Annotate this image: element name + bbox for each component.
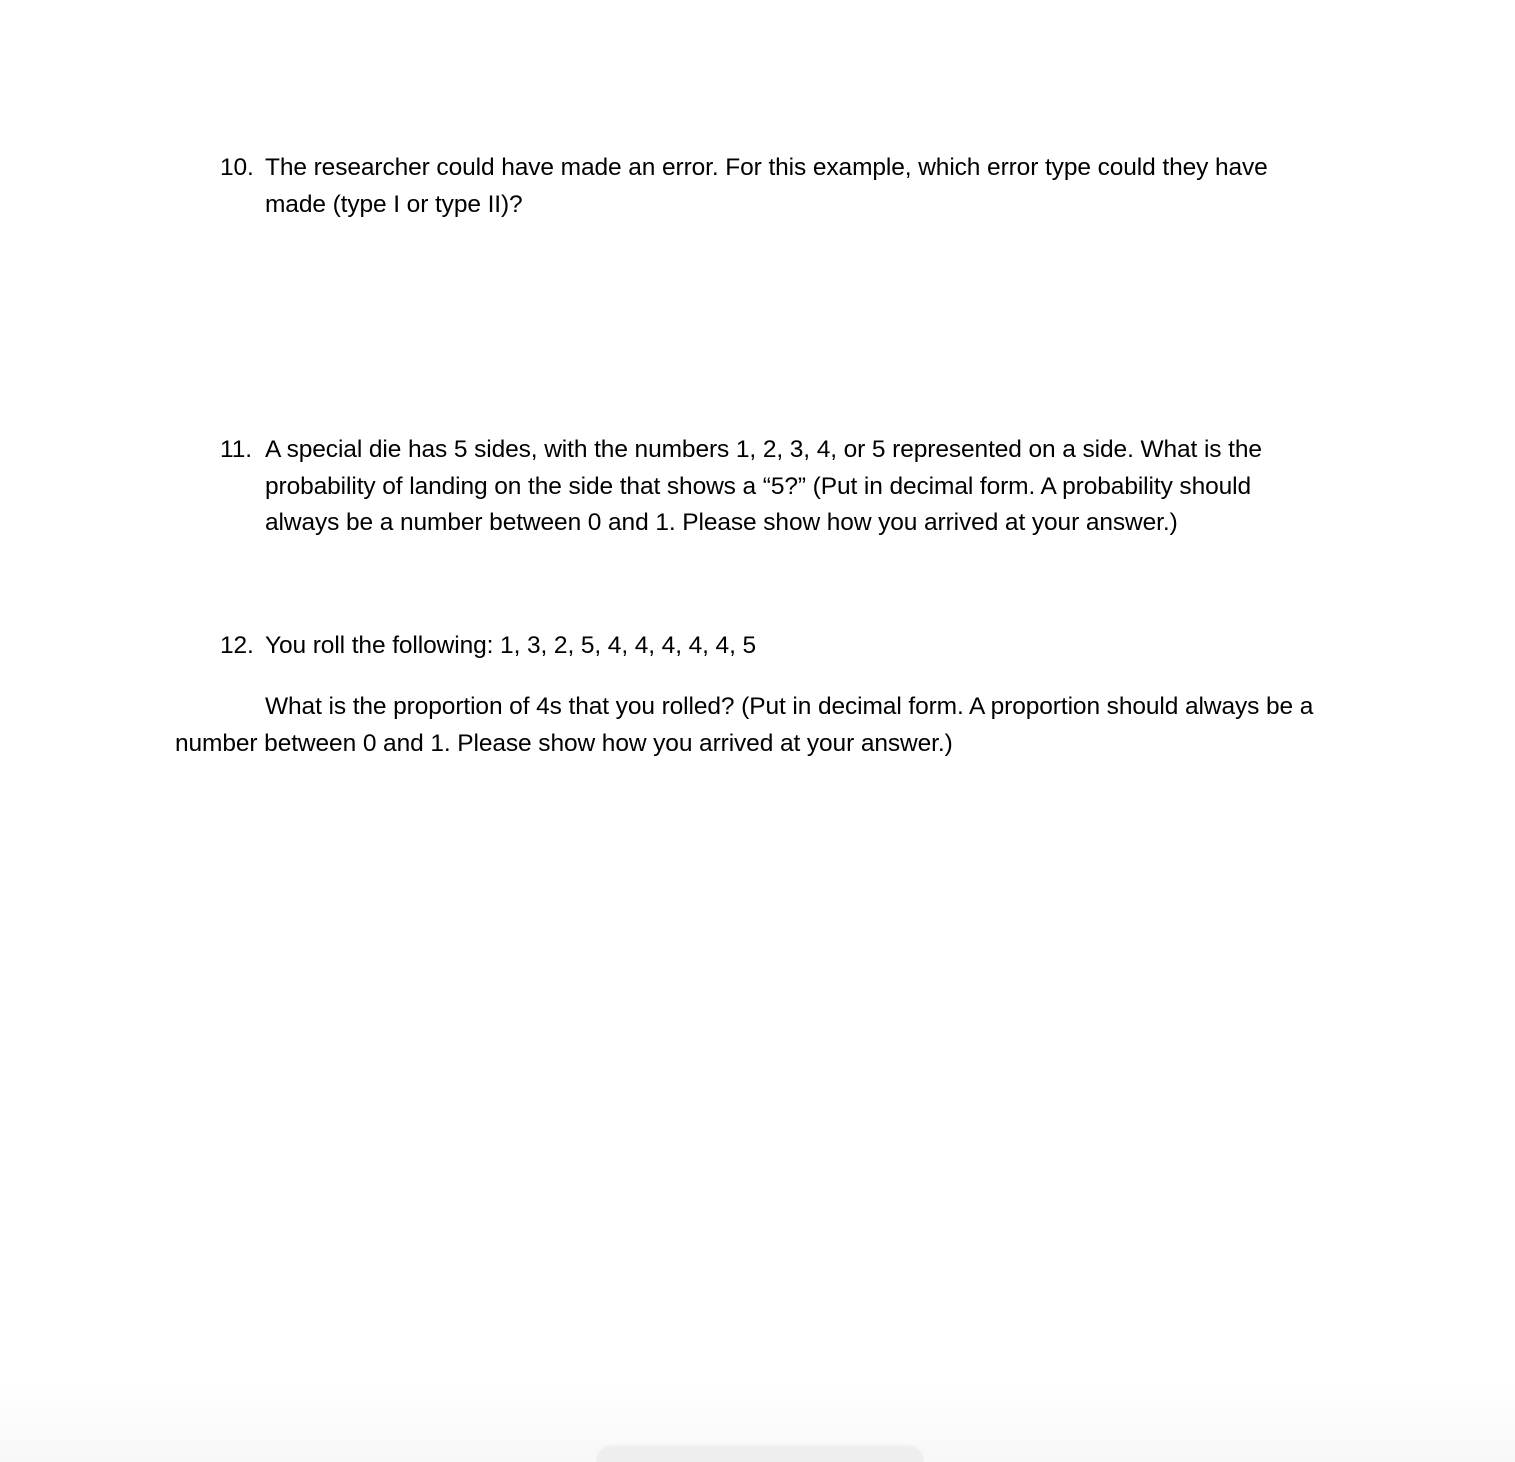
floating-toolbar-handle[interactable] (597, 1447, 923, 1462)
question-number: 12. (220, 632, 254, 659)
question-text: You roll the following: 1, 3, 2, 5, 4, 4, 4, 4, 4, 5 (265, 632, 757, 659)
question-number: 11. (220, 436, 252, 463)
question-11 (220, 432, 1330, 542)
question-number: 10. (220, 154, 254, 181)
question-text: A special die has 5 sides, with the numbers 1, 2, 3, 4, or 5 represented on a side. What is the probability of landing on the side that shows a “5?” (Put in decimal form. A probability should always be a number between 0 and 1. Please show how you arrived at your answer.) (265, 436, 1262, 536)
question-text: The researcher could have made an error. For this example, which error type could they have made (type I or type II)? (265, 154, 1268, 218)
question-12-followup: What is the proportion of 4s that you rolled? (Put in decimal form. A proportion should always be a number between 0 and 1. Please show how you arrived at your answer.) (175, 693, 1314, 757)
question-12 (220, 628, 1330, 665)
question-10 (220, 150, 1330, 223)
